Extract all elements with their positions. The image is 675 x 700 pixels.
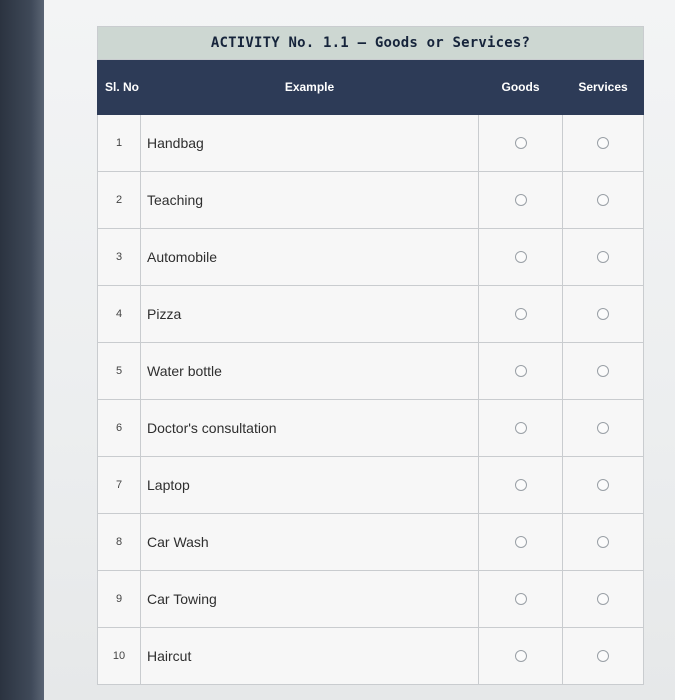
row-number: 1 <box>98 115 141 172</box>
goods-radio[interactable] <box>515 593 527 605</box>
row-example: Handbag <box>141 115 479 172</box>
header-sl-no: Sl. No <box>98 60 141 115</box>
services-option-cell <box>563 400 644 457</box>
services-radio[interactable] <box>597 251 609 263</box>
table-body <box>98 115 644 685</box>
services-radio[interactable] <box>597 536 609 548</box>
goods-option-cell <box>479 286 563 343</box>
row-number: 9 <box>98 571 141 628</box>
table-header-row <box>98 60 644 115</box>
services-option-cell <box>563 115 644 172</box>
table-row <box>98 514 644 571</box>
services-radio[interactable] <box>597 422 609 434</box>
header-goods: Goods <box>479 60 563 115</box>
services-radio[interactable] <box>597 365 609 377</box>
services-option-cell <box>563 172 644 229</box>
row-example: Laptop <box>141 457 479 514</box>
goods-option-cell <box>479 400 563 457</box>
row-example: Doctor's consultation <box>141 400 479 457</box>
row-number: 3 <box>98 229 141 286</box>
row-number: 5 <box>98 343 141 400</box>
table-row <box>98 457 644 514</box>
goods-option-cell <box>479 514 563 571</box>
row-example: Car Wash <box>141 514 479 571</box>
row-number: 7 <box>98 457 141 514</box>
goods-option-cell <box>479 115 563 172</box>
goods-option-cell <box>479 343 563 400</box>
row-example: Automobile <box>141 229 479 286</box>
table-row <box>98 628 644 685</box>
table-row <box>98 115 644 172</box>
left-dark-band <box>0 0 44 700</box>
services-option-cell <box>563 514 644 571</box>
activity-table <box>97 26 644 685</box>
table-row <box>98 229 644 286</box>
goods-radio[interactable] <box>515 137 527 149</box>
services-radio[interactable] <box>597 194 609 206</box>
goods-radio[interactable] <box>515 365 527 377</box>
goods-option-cell <box>479 229 563 286</box>
services-radio[interactable] <box>597 308 609 320</box>
goods-radio[interactable] <box>515 536 527 548</box>
goods-option-cell <box>479 571 563 628</box>
table-row <box>98 172 644 229</box>
services-radio[interactable] <box>597 479 609 491</box>
header-services: Services <box>563 60 644 115</box>
row-example: Haircut <box>141 628 479 685</box>
row-number: 10 <box>98 628 141 685</box>
row-example: Water bottle <box>141 343 479 400</box>
services-option-cell <box>563 343 644 400</box>
services-radio[interactable] <box>597 650 609 662</box>
header-example: Example <box>141 60 479 115</box>
table-row <box>98 286 644 343</box>
table-row <box>98 343 644 400</box>
row-example: Teaching <box>141 172 479 229</box>
services-option-cell <box>563 229 644 286</box>
services-radio[interactable] <box>597 137 609 149</box>
row-number: 6 <box>98 400 141 457</box>
row-number: 4 <box>98 286 141 343</box>
row-example: Pizza <box>141 286 479 343</box>
goods-radio[interactable] <box>515 194 527 206</box>
services-option-cell <box>563 628 644 685</box>
goods-option-cell <box>479 172 563 229</box>
services-option-cell <box>563 286 644 343</box>
services-radio[interactable] <box>597 593 609 605</box>
goods-option-cell <box>479 628 563 685</box>
goods-radio[interactable] <box>515 650 527 662</box>
row-example: Car Towing <box>141 571 479 628</box>
activity-title: ACTIVITY No. 1.1 – Goods or Services? <box>98 27 644 60</box>
table-row <box>98 400 644 457</box>
services-option-cell <box>563 571 644 628</box>
goods-radio[interactable] <box>515 422 527 434</box>
goods-radio[interactable] <box>515 251 527 263</box>
row-number: 8 <box>98 514 141 571</box>
goods-radio[interactable] <box>515 308 527 320</box>
table-row <box>98 571 644 628</box>
row-number: 2 <box>98 172 141 229</box>
services-option-cell <box>563 457 644 514</box>
goods-option-cell <box>479 457 563 514</box>
goods-radio[interactable] <box>515 479 527 491</box>
